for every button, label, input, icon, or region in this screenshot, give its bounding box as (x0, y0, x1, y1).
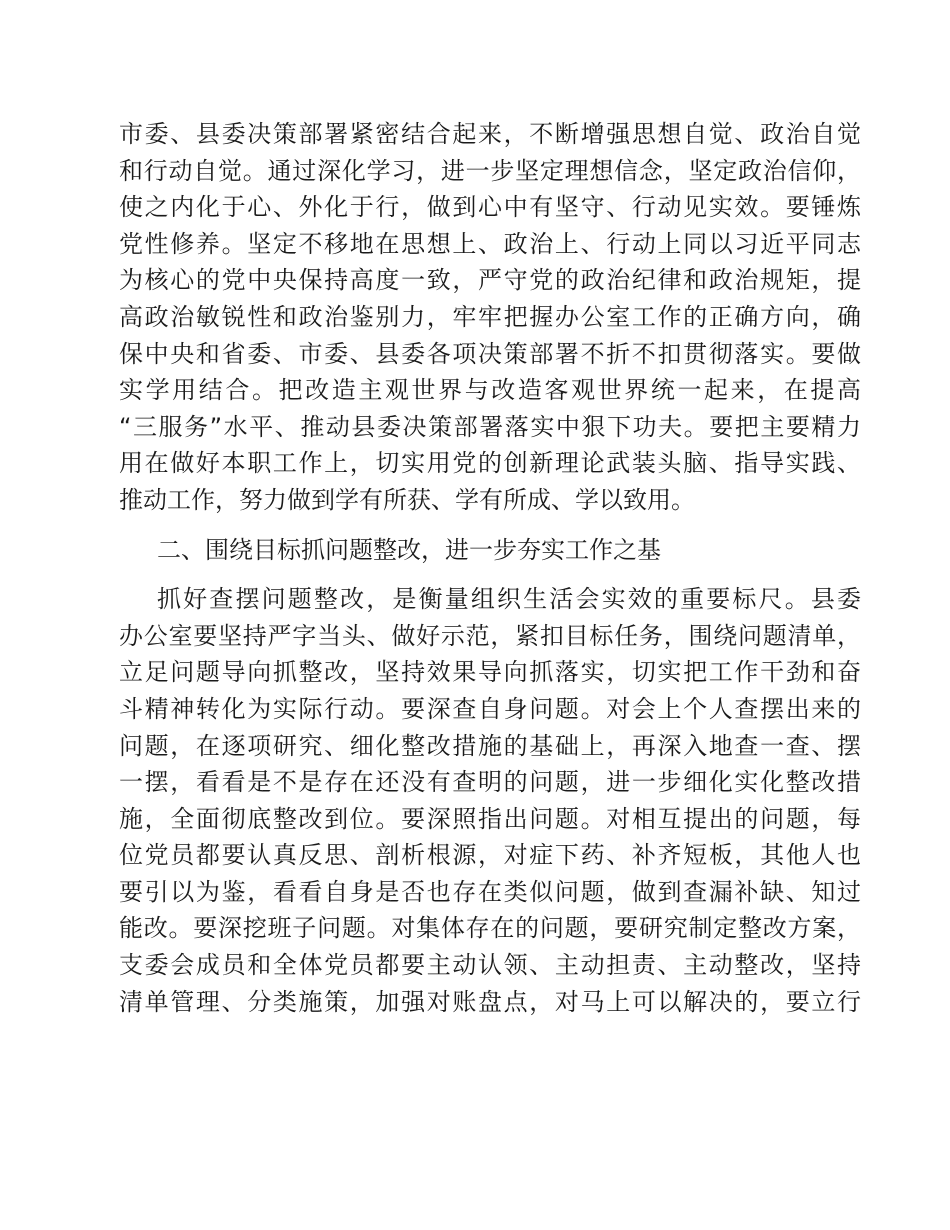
text-line: 立足问题导向抓整改，坚持效果导向抓落实，切实把工作干劲和奋 (119, 658, 861, 687)
text-line: 党性修养。坚定不移地在思想上、政治上、行动上同以习近平同志 (119, 229, 861, 258)
text-line: 和行动自觉。通过深化学习，进一步坚定理想信念，坚定政治信仰， (119, 156, 861, 185)
paragraph-2 (119, 581, 861, 1020)
text-line: 市委、县委决策部署紧密结合起来，不断增强思想自觉、政治自觉 (119, 120, 861, 148)
text-line: 清单管理、分类施策，加强对账盘点，对马上可以解决的，要立行 (119, 987, 861, 1016)
paragraph-gap (119, 568, 861, 581)
text-line: 高政治敏锐性和政治鉴别力，牢牢把握办公室工作的正确方向，确 (119, 302, 861, 331)
document-body (119, 116, 861, 1020)
text-line: 办公室要坚持严字当头、做好示范，紧扣目标任务，围绕问题清单， (119, 621, 861, 650)
text-line: 斗精神转化为实际行动。要深查自身问题。对会上个人查摆出来的 (119, 694, 861, 723)
text-line: 保中央和省委、市委、县委各项决策部署不折不扣贯彻落实。要做 (119, 339, 861, 368)
text-line: 施，全面彻底整改到位。要深照指出问题。对相互提出的问题，每 (119, 804, 861, 833)
section-heading: 二、围绕目标抓问题整改，进一步夯实工作之基 (157, 535, 661, 564)
text-line: 使之内化于心、外化于行，做到心中有坚守、行动见实效。要锤炼 (119, 193, 861, 222)
text-line: 要引以为鉴，看看自身是否也存在类似问题，做到查漏补缺、知过 (119, 877, 861, 906)
text-line: 实学用结合。把改造主观世界与改造客观世界统一起来，在提高 (119, 376, 861, 405)
text-line: 能改。要深挖班子问题。对集体存在的问题，要研究制定整改方案， (119, 914, 861, 943)
text-line: 位党员都要认真反思、剖析根源，对症下药、补齐短板，其他人也 (119, 841, 861, 870)
text-line: 问题，在逐项研究、细化整改措施的基础上，再深入地查一查、摆 (119, 731, 861, 760)
text-line: 一摆，看看是不是存在还没有查明的问题，进一步细化实化整改措 (119, 768, 861, 797)
text-line: 支委会成员和全体党员都要主动认领、主动担责、主动整改，坚持 (119, 951, 861, 980)
text-line: “三服务”水平、推动县委决策部署落实中狠下功夫。要把主要精力 (119, 412, 861, 441)
text-line: 用在做好本职工作上，切实用党的创新理论武装头脑、指导实践、 (119, 449, 861, 478)
text-line: 为核心的党中央保持高度一致，严守党的政治纪律和政治规矩，提 (119, 266, 861, 295)
paragraph-gap (119, 519, 861, 532)
text-line: 推动工作，努力做到学有所获、学有所成、学以致用。 (119, 485, 695, 514)
text-line: 抓好查摆问题整改，是衡量组织生活会实效的重要标尺。县委 (157, 585, 861, 614)
paragraph-1 (119, 116, 861, 519)
